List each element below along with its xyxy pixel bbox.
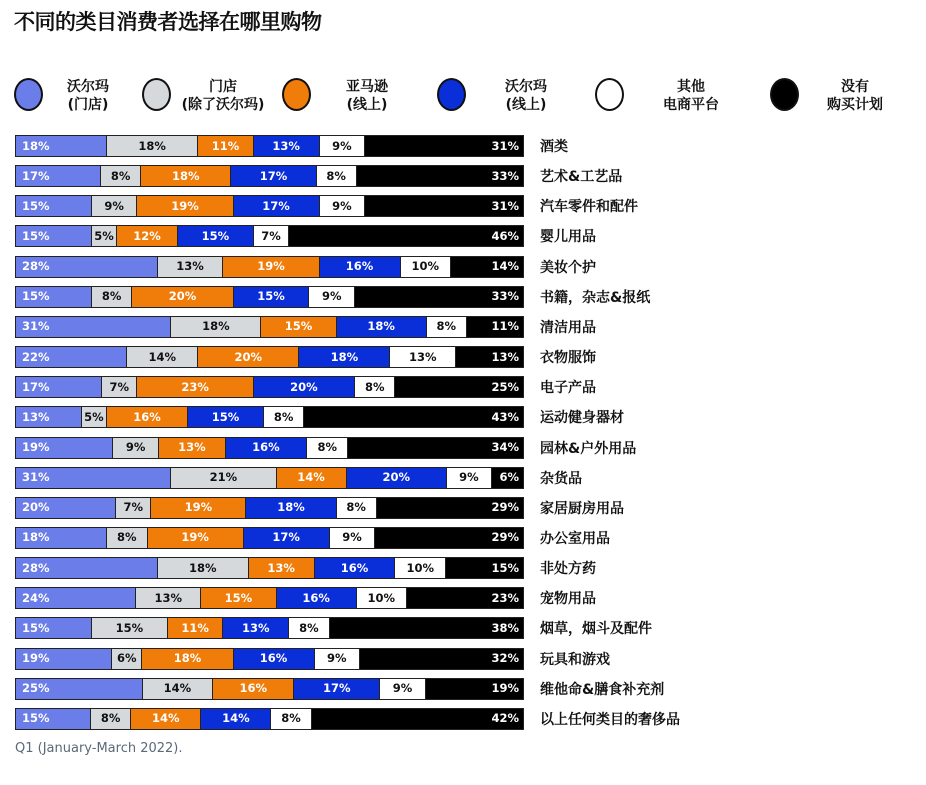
- bar-segment: [113, 438, 159, 458]
- data-label: 16%: [345, 259, 374, 274]
- data-label: 13%: [176, 259, 204, 274]
- bar-segment: [16, 226, 92, 246]
- data-label: 19%: [171, 198, 199, 213]
- footnote: Q1 (January-March 2022).: [15, 741, 183, 756]
- legend-label: 亚马逊 (线上): [346, 79, 388, 113]
- data-label: 19%: [181, 530, 209, 545]
- bar-segment: [92, 287, 132, 307]
- bar-segment: [226, 438, 308, 458]
- data-label: 15%: [201, 228, 230, 243]
- data-label: 24%: [22, 590, 50, 605]
- bar-segment: [141, 166, 231, 186]
- bar-segment: [168, 618, 224, 638]
- data-label: 33%: [491, 168, 519, 183]
- data-label: 17%: [272, 530, 300, 545]
- bar-segment: [407, 588, 523, 608]
- bar-segment: [198, 136, 254, 156]
- category-label: 电子产品: [540, 380, 596, 397]
- data-label: 15%: [491, 560, 519, 575]
- data-label: 23%: [491, 590, 519, 605]
- data-label: 28%: [22, 560, 50, 575]
- bar-segment: [231, 166, 316, 186]
- category-label: 玩具和游戏: [540, 651, 610, 668]
- bar-segment: [107, 136, 198, 156]
- bar-row: [15, 678, 524, 700]
- data-label: 31%: [491, 198, 519, 213]
- legend-label: 门店 (除了沃尔玛): [181, 79, 265, 113]
- category-label: 烟草，烟斗及配件: [540, 621, 652, 638]
- bar-segment: [317, 166, 357, 186]
- data-label: 19%: [257, 259, 285, 274]
- bar-row: [15, 648, 524, 670]
- category-label: 园林&户外用品: [540, 440, 637, 457]
- bar-segment: [249, 558, 315, 578]
- bar-segment: [395, 558, 446, 578]
- bar-segment: [315, 558, 396, 578]
- bar-segment: [277, 588, 357, 608]
- bar-segment: [158, 558, 249, 578]
- bar-segment: [315, 649, 361, 669]
- data-label: 9%: [392, 681, 413, 696]
- legend-swatch: [14, 78, 43, 111]
- data-label: 20%: [234, 349, 262, 364]
- data-label: 22%: [22, 349, 50, 364]
- bar-segment: [102, 377, 137, 397]
- bar-segment: [467, 317, 523, 337]
- data-label: 18%: [330, 349, 359, 364]
- bar-segment: [277, 468, 347, 488]
- category-label: 维他命&膳食补充剂: [540, 681, 665, 698]
- data-label: 9%: [104, 198, 124, 213]
- bar-segment: [365, 196, 523, 216]
- data-label: 11%: [181, 620, 209, 635]
- data-label: 14%: [222, 711, 250, 726]
- bar-row: [15, 497, 524, 519]
- bar-row: [15, 286, 524, 308]
- bar-row: [15, 437, 524, 459]
- data-label: 15%: [22, 198, 50, 213]
- data-label: 9%: [332, 138, 352, 153]
- data-label: 7%: [123, 500, 143, 515]
- data-label: 17%: [323, 681, 351, 696]
- bar-row: [15, 406, 524, 428]
- data-label: 10%: [411, 259, 440, 274]
- data-label: 16%: [239, 681, 268, 696]
- data-label: 8%: [273, 409, 294, 424]
- data-label: 28%: [22, 259, 50, 274]
- bar-segment: [127, 347, 198, 367]
- data-label: 18%: [173, 651, 202, 666]
- bar-segment: [112, 649, 142, 669]
- data-label: 17%: [22, 379, 50, 394]
- bar-segment: [16, 377, 102, 397]
- bar-segment: [92, 196, 138, 216]
- bar-segment: [213, 679, 294, 699]
- bar-segment: [92, 226, 117, 246]
- data-label: 14%: [491, 259, 519, 274]
- bar-row: [15, 527, 524, 549]
- data-label: 9%: [327, 651, 347, 666]
- bar-segment: [198, 347, 299, 367]
- data-label: 15%: [22, 711, 50, 726]
- bar-segment: [312, 709, 523, 729]
- bar-segment: [337, 317, 427, 337]
- bar-row: [15, 708, 524, 730]
- data-label: 6%: [117, 651, 137, 666]
- bar-segment: [426, 679, 523, 699]
- bar-segment: [357, 166, 523, 186]
- bar-segment: [261, 317, 336, 337]
- bar-segment: [320, 257, 401, 277]
- bar-segment: [171, 317, 261, 337]
- bar-segment: [188, 407, 264, 427]
- data-label: 8%: [436, 319, 457, 334]
- bar-segment: [16, 166, 101, 186]
- data-label: 15%: [22, 228, 50, 243]
- legend-swatch: [595, 78, 624, 111]
- data-label: 8%: [100, 711, 121, 726]
- data-label: 19%: [184, 500, 213, 515]
- data-label: 11%: [491, 319, 519, 334]
- data-label: 33%: [491, 289, 519, 304]
- data-label: 15%: [211, 409, 240, 424]
- bar-segment: [289, 226, 523, 246]
- data-label: 18%: [22, 138, 50, 153]
- legend-swatch: [437, 78, 466, 111]
- bar-segment: [330, 528, 376, 548]
- category-label: 汽车零件和配件: [540, 199, 638, 216]
- category-label: 美妆个护: [540, 259, 596, 276]
- data-label: 8%: [110, 168, 131, 183]
- bar-segment: [357, 588, 407, 608]
- bar-row: [15, 195, 524, 217]
- data-label: 18%: [172, 168, 200, 183]
- data-label: 13%: [272, 138, 300, 153]
- bar-segment: [234, 287, 310, 307]
- bar-row: [15, 346, 524, 368]
- data-label: 10%: [406, 560, 435, 575]
- bar-segment: [246, 498, 336, 518]
- bar-row: [15, 617, 524, 639]
- category-label: 酒类: [540, 139, 568, 155]
- bar-segment: [16, 588, 136, 608]
- bar-segment: [375, 528, 523, 548]
- bar-segment: [148, 528, 244, 548]
- data-label: 18%: [22, 530, 50, 545]
- data-label: 9%: [125, 440, 146, 454]
- data-label: 19%: [22, 440, 50, 454]
- data-label: 5%: [94, 228, 114, 243]
- data-label: 23%: [181, 379, 209, 394]
- bar-segment: [304, 407, 523, 427]
- data-label: 46%: [491, 228, 519, 243]
- bar-segment: [16, 618, 92, 638]
- bar-row: [15, 135, 524, 157]
- legend-label: 没有 购买计划: [827, 79, 883, 113]
- bar-segment: [395, 377, 523, 397]
- category-label: 婴儿用品: [540, 229, 596, 246]
- bar-segment: [116, 498, 151, 518]
- bar-segment: [16, 558, 158, 578]
- data-label: 8%: [101, 289, 122, 304]
- data-label: 19%: [491, 681, 519, 696]
- data-label: 8%: [317, 440, 338, 454]
- bar-segment: [401, 257, 452, 277]
- bar-segment: [347, 468, 447, 488]
- data-label: 8%: [346, 500, 366, 515]
- bar-segment: [158, 257, 224, 277]
- bar-segment: [355, 287, 523, 307]
- category-label: 以上任何类目的奢侈品: [540, 711, 680, 728]
- category-label: 运动健身器材: [540, 410, 624, 427]
- data-label: 13%: [178, 440, 206, 454]
- data-label: 8%: [364, 379, 385, 394]
- data-label: 14%: [163, 681, 192, 696]
- data-label: 15%: [257, 289, 285, 304]
- bar-segment: [360, 649, 523, 669]
- bar-segment: [330, 618, 523, 638]
- bar-segment: [390, 347, 456, 367]
- bar-segment: [16, 136, 107, 156]
- bar-row: [15, 376, 524, 398]
- bar-segment: [348, 438, 523, 458]
- data-label: 14%: [148, 349, 176, 364]
- bar-segment: [82, 407, 107, 427]
- data-label: 25%: [22, 681, 50, 696]
- data-label: 8%: [117, 530, 137, 545]
- data-label: 8%: [299, 620, 319, 635]
- data-label: 13%: [154, 590, 183, 605]
- bar-segment: [16, 257, 158, 277]
- data-label: 13%: [267, 560, 295, 575]
- data-label: 15%: [284, 319, 313, 334]
- category-label: 非处方药: [540, 561, 596, 578]
- data-label: 13%: [409, 349, 437, 364]
- data-label: 16%: [252, 440, 280, 454]
- bar-segment: [244, 528, 330, 548]
- bar-segment: [320, 196, 366, 216]
- data-label: 13%: [242, 620, 270, 635]
- data-label: 7%: [109, 379, 129, 394]
- bar-segment: [159, 438, 225, 458]
- data-label: 17%: [262, 198, 290, 213]
- bar-segment: [132, 287, 233, 307]
- bar-segment: [456, 347, 523, 367]
- data-label: 29%: [491, 530, 519, 545]
- data-label: 14%: [152, 711, 180, 726]
- bar-segment: [171, 468, 276, 488]
- bar-segment: [16, 468, 171, 488]
- bar-segment: [447, 468, 492, 488]
- data-label: 17%: [259, 168, 288, 183]
- data-label: 13%: [491, 349, 519, 364]
- bar-segment: [271, 709, 311, 729]
- bar-row: [15, 587, 524, 609]
- bar-segment: [143, 679, 214, 699]
- data-label: 8%: [326, 168, 346, 183]
- data-label: 9%: [332, 198, 352, 213]
- data-label: 34%: [491, 440, 519, 454]
- data-label: 18%: [202, 319, 230, 334]
- bar-segment: [264, 407, 304, 427]
- bar-segment: [492, 468, 523, 488]
- bar-segment: [201, 709, 271, 729]
- data-label: 29%: [491, 500, 519, 515]
- bar-segment: [16, 709, 91, 729]
- data-label: 20%: [22, 500, 50, 515]
- bar-segment: [101, 166, 141, 186]
- bar-segment: [16, 438, 113, 458]
- category-label: 杂货品: [540, 470, 582, 487]
- bar-segment: [16, 407, 82, 427]
- category-label: 艺术&工艺品: [540, 169, 623, 186]
- data-label: 15%: [22, 289, 50, 304]
- bar-segment: [151, 498, 246, 518]
- bar-segment: [254, 226, 289, 246]
- data-label: 20%: [290, 379, 318, 394]
- category-label: 衣物服饰: [540, 350, 596, 367]
- bar-segment: [380, 679, 426, 699]
- bar-row: [15, 165, 524, 187]
- legend-label: 沃尔玛 (门店): [67, 79, 109, 113]
- bar-segment: [16, 317, 171, 337]
- bar-row: [15, 256, 524, 278]
- bar-segment: [16, 498, 116, 518]
- bar-segment: [16, 287, 92, 307]
- data-label: 6%: [499, 470, 519, 485]
- data-label: 11%: [211, 138, 240, 153]
- bar-segment: [131, 709, 201, 729]
- category-label: 宠物用品: [540, 591, 596, 608]
- bar-segment: [223, 618, 289, 638]
- data-label: 20%: [382, 470, 410, 485]
- data-label: 12%: [133, 228, 161, 243]
- bar-segment: [234, 649, 315, 669]
- data-label: 21%: [209, 470, 238, 485]
- data-label: 7%: [261, 228, 281, 243]
- bar-segment: [234, 196, 320, 216]
- data-label: 15%: [22, 620, 50, 635]
- data-label: 13%: [22, 409, 50, 424]
- legend-label: 沃尔玛 (线上): [505, 79, 547, 113]
- data-label: 31%: [491, 138, 519, 153]
- bar-segment: [16, 679, 143, 699]
- legend-label: 其他 电商平台: [663, 79, 719, 113]
- bar-segment: [223, 257, 319, 277]
- bar-segment: [16, 196, 92, 216]
- bar-segment: [355, 377, 395, 397]
- bar-segment: [201, 588, 276, 608]
- bar-segment: [309, 287, 355, 307]
- bar-segment: [294, 679, 380, 699]
- legend-swatch: [282, 78, 311, 111]
- data-label: 5%: [84, 409, 104, 424]
- bar-segment: [289, 618, 329, 638]
- bar-segment: [16, 347, 127, 367]
- data-label: 18%: [367, 319, 395, 334]
- bar-segment: [107, 528, 147, 548]
- bar-segment: [107, 407, 188, 427]
- category-label: 清洁用品: [540, 319, 596, 336]
- data-label: 17%: [22, 168, 50, 183]
- data-label: 18%: [277, 500, 305, 515]
- bar-segment: [377, 498, 523, 518]
- data-label: 8%: [281, 711, 301, 726]
- data-label: 43%: [491, 409, 519, 424]
- data-label: 38%: [491, 620, 519, 635]
- bar-segment: [136, 588, 201, 608]
- data-label: 31%: [22, 470, 50, 485]
- bar-segment: [427, 317, 467, 337]
- bar-segment: [307, 438, 348, 458]
- data-label: 15%: [224, 590, 253, 605]
- bar-segment: [299, 347, 390, 367]
- bar-segment: [137, 377, 253, 397]
- bar-segment: [320, 136, 366, 156]
- data-label: 16%: [259, 651, 288, 666]
- chart-title: 不同的类目消费者选择在哪里购物: [14, 10, 322, 34]
- data-label: 20%: [168, 289, 197, 304]
- data-label: 14%: [297, 470, 325, 485]
- data-label: 25%: [491, 379, 519, 394]
- bar-segment: [254, 136, 320, 156]
- category-label: 家居厨房用品: [540, 500, 624, 517]
- bar-segment: [137, 196, 233, 216]
- bar-row: [15, 467, 524, 489]
- category-label: 书籍，杂志&报纸: [540, 289, 651, 306]
- data-label: 19%: [22, 651, 50, 666]
- bar-segment: [451, 257, 523, 277]
- bar-segment: [337, 498, 377, 518]
- data-label: 16%: [302, 590, 330, 605]
- bar-segment: [142, 649, 233, 669]
- category-label: 办公室用品: [540, 530, 610, 547]
- bar-row: [15, 316, 524, 338]
- data-label: 32%: [491, 651, 519, 666]
- bar-segment: [365, 136, 523, 156]
- bar-row: [15, 557, 524, 579]
- data-label: 16%: [340, 560, 369, 575]
- data-label: 9%: [342, 530, 362, 545]
- bar-segment: [91, 709, 131, 729]
- data-label: 10%: [367, 590, 395, 605]
- data-label: 18%: [138, 138, 166, 153]
- bar-segment: [16, 528, 107, 548]
- data-label: 31%: [22, 319, 50, 334]
- legend-swatch: [142, 78, 171, 111]
- data-label: 9%: [321, 289, 342, 304]
- bar-segment: [92, 618, 168, 638]
- bar-segment: [178, 226, 254, 246]
- bar-row: [15, 225, 524, 247]
- data-label: 18%: [188, 560, 217, 575]
- legend-swatch: [770, 78, 799, 111]
- bar-segment: [254, 377, 355, 397]
- bar-segment: [16, 649, 112, 669]
- data-label: 16%: [133, 409, 161, 424]
- data-label: 15%: [115, 620, 144, 635]
- bar-segment: [117, 226, 178, 246]
- bar-segment: [446, 558, 523, 578]
- data-label: 9%: [459, 470, 479, 485]
- data-label: 42%: [491, 711, 519, 726]
